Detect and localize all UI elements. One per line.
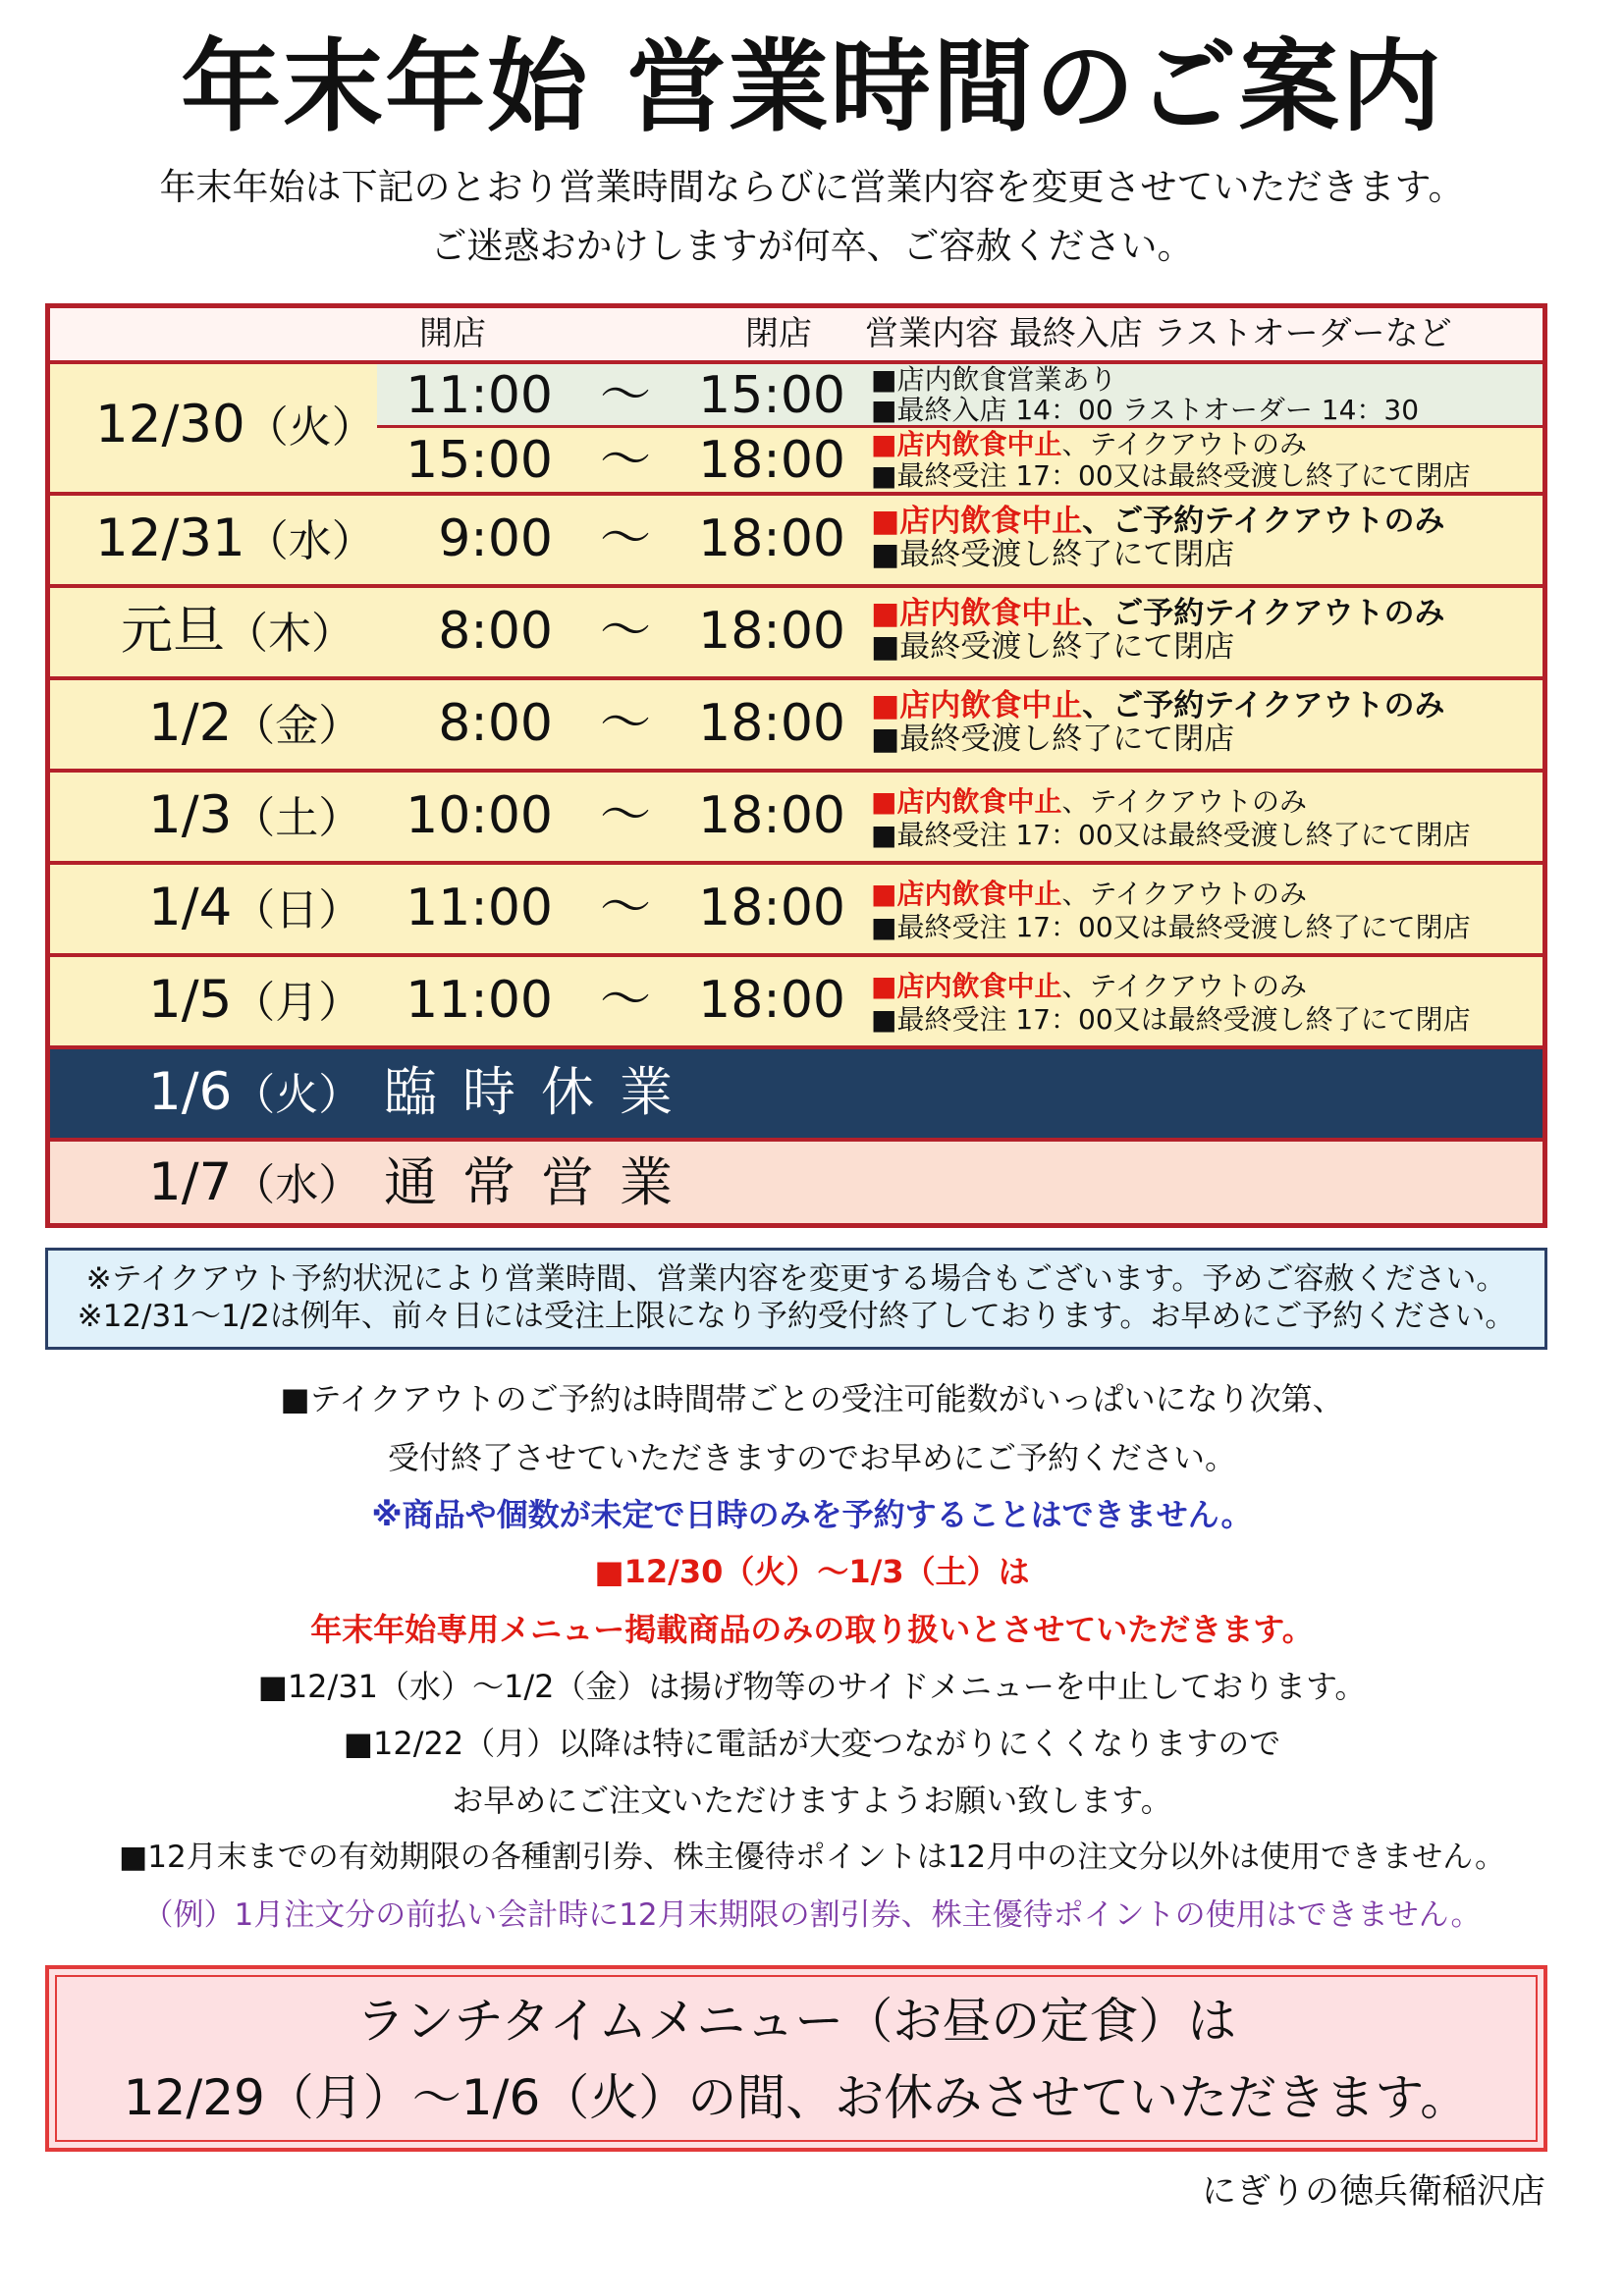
details-line-2: ■最終受渡し終了にて閉店	[871, 537, 1235, 572]
info-line-2: 受付終了させていただきますのでお早めにご予約ください。	[387, 1439, 1236, 1476]
notice-box	[45, 1248, 1547, 1350]
notice-line-1: ※テイクアウト予約状況により営業時間、営業内容を変更する場合もございます。予めご容赦ください。	[85, 1261, 1507, 1297]
info-line-5: 年末年始専用メニュー掲載商品のみの取り扱いとさせていただきます。	[310, 1611, 1314, 1648]
date-1230: 12/30（火）	[95, 395, 375, 454]
page-title: 年末年始 営業時間のご案内	[181, 29, 1443, 146]
row-1230	[50, 360, 1543, 492]
details-line-1: ■店内飲食中止、テイクアウトのみ	[871, 785, 1307, 818]
row-0105	[50, 953, 1543, 1045]
date-label: 元旦（木）	[121, 601, 354, 661]
details-line-1: ■店内飲食中止、ご予約テイクアウトのみ	[871, 688, 1445, 723]
notice-line-2: ※12/31～1/2は例年、前々日には受注上限になり予約受付終了しております。お早めにご予約ください。	[77, 1299, 1516, 1334]
close-time: 18:00	[698, 971, 845, 1030]
header-open: 開店	[419, 314, 486, 353]
tilde: ～	[600, 971, 652, 1030]
intro-line-1: 年末年始は下記のとおり営業時間ならびに営業内容を変更させていただきます。	[159, 166, 1465, 208]
row-0106-closed	[50, 1045, 1543, 1138]
hours-table	[45, 303, 1547, 1228]
row-0101	[50, 584, 1543, 676]
date-label: 1/4（日）	[148, 878, 362, 937]
details-line-1: ■店内飲食中止、テイクアウトのみ	[871, 970, 1307, 1002]
details-line-2: ■最終受注 17：00又は最終受渡し終了にて閉店	[871, 911, 1471, 943]
close-time: 18:00	[698, 602, 845, 661]
close-time: 15:00	[698, 366, 845, 425]
info-line-7: ■12/22（月）以降は特に電話が大変つながりにくくなりますので	[343, 1725, 1281, 1762]
header-close: 閉店	[745, 314, 812, 353]
details-line-2: ■最終受渡し終了にて閉店	[871, 721, 1235, 757]
open-time: 15:00	[406, 431, 553, 490]
date-label: 12/31（水）	[95, 508, 375, 568]
close-time: 18:00	[698, 786, 845, 845]
tilde: ～	[600, 694, 652, 753]
info-line-8: お早めにご注文いただけますようお願い致します。	[452, 1782, 1172, 1819]
date-label: 1/6（火）	[148, 1062, 362, 1122]
details-line-1: ■店内飲食中止、テイクアウトのみ	[871, 878, 1307, 910]
lunch-line-2: 12/29（月）～1/6（火）の間、お休みさせていただきます。	[123, 2069, 1470, 2126]
store-name: にぎりの徳兵衛稲沢店	[1201, 2172, 1545, 2212]
row-0103	[50, 769, 1543, 861]
date-label: 1/2（金）	[148, 693, 362, 753]
details-line-1: ■店内飲食中止、テイクアウトのみ	[871, 428, 1307, 460]
info-line-9: ■12月末までの有効期限の各種割引券、株主優待ポイントは12月中の注文分以外は使用できません。	[118, 1840, 1506, 1875]
open-time: 11:00	[406, 366, 553, 425]
date-label: 1/5（月）	[148, 970, 362, 1030]
tilde: ～	[600, 879, 652, 937]
row-0104	[50, 861, 1543, 953]
details-line-2: ■最終受注 17：00又は最終受渡し終了にて閉店	[871, 459, 1471, 492]
info-line-4: ■12/30（火）～1/3（土）は	[594, 1553, 1030, 1590]
open-time: 9:00	[438, 509, 553, 568]
details-line-2: ■最終入店 14：00 ラストオーダー 14：30	[871, 394, 1420, 426]
lunch-line-1: ランチタイムメニュー（お昼の定食）は	[355, 1993, 1237, 2050]
open-time: 11:00	[406, 971, 553, 1030]
tilde: ～	[600, 431, 652, 490]
open-time: 11:00	[406, 879, 553, 937]
row-1231	[50, 492, 1543, 584]
tilde: ～	[600, 786, 652, 845]
date-label: 1/3（土）	[148, 785, 362, 845]
tilde: ～	[600, 509, 652, 568]
close-time: 18:00	[698, 879, 845, 937]
info-line-6: ■12/31（水）～1/2（金）は揚げ物等のサイドメニューを中止しております。	[257, 1668, 1367, 1705]
info-line-1: ■テイクアウトのご予約は時間帯ごとの受注可能数がいっぱいになり次第、	[280, 1380, 1344, 1417]
intro-line-2: ご迷惑おかけしますが何卒、ご容赦ください。	[430, 225, 1194, 267]
normal-label: 通常営業	[384, 1151, 698, 1213]
details-line-1: ■店内飲食中止、ご予約テイクアウトのみ	[871, 596, 1445, 631]
close-time: 18:00	[698, 431, 845, 490]
close-time: 18:00	[698, 509, 845, 568]
details-line-2: ■最終受注 17：00又は最終受渡し終了にて閉店	[871, 1003, 1471, 1036]
row-0107-normal	[50, 1138, 1543, 1223]
lunch-notice-box	[45, 1965, 1547, 2152]
close-time: 18:00	[698, 694, 845, 753]
tilde: ～	[600, 602, 652, 661]
details-line-2: ■最終受注 17：00又は最終受渡し終了にて閉店	[871, 819, 1471, 851]
tilde: ～	[600, 366, 652, 425]
open-time: 10:00	[406, 786, 553, 845]
open-time: 8:00	[438, 694, 553, 753]
row-0102	[50, 676, 1543, 769]
details-line-1: ■店内飲食中止、ご予約テイクアウトのみ	[871, 504, 1445, 539]
info-line-10: （例）1月注文分の前払い会計時に12月末期限の割引券、株主優待ポイントの使用はできません。	[142, 1897, 1482, 1933]
info-line-3: ※商品や個数が未定で日時のみを予約することはできません。	[371, 1496, 1253, 1533]
closed-label: 臨時休業	[384, 1061, 698, 1123]
details-line-1: ■店内飲食営業あり	[871, 363, 1117, 396]
date-label: 1/7（水）	[148, 1152, 362, 1212]
header-details: 営業内容 最終入店 ラストオーダーなど	[865, 314, 1452, 353]
open-time: 8:00	[438, 602, 553, 661]
details-line-2: ■最終受渡し終了にて閉店	[871, 629, 1235, 665]
